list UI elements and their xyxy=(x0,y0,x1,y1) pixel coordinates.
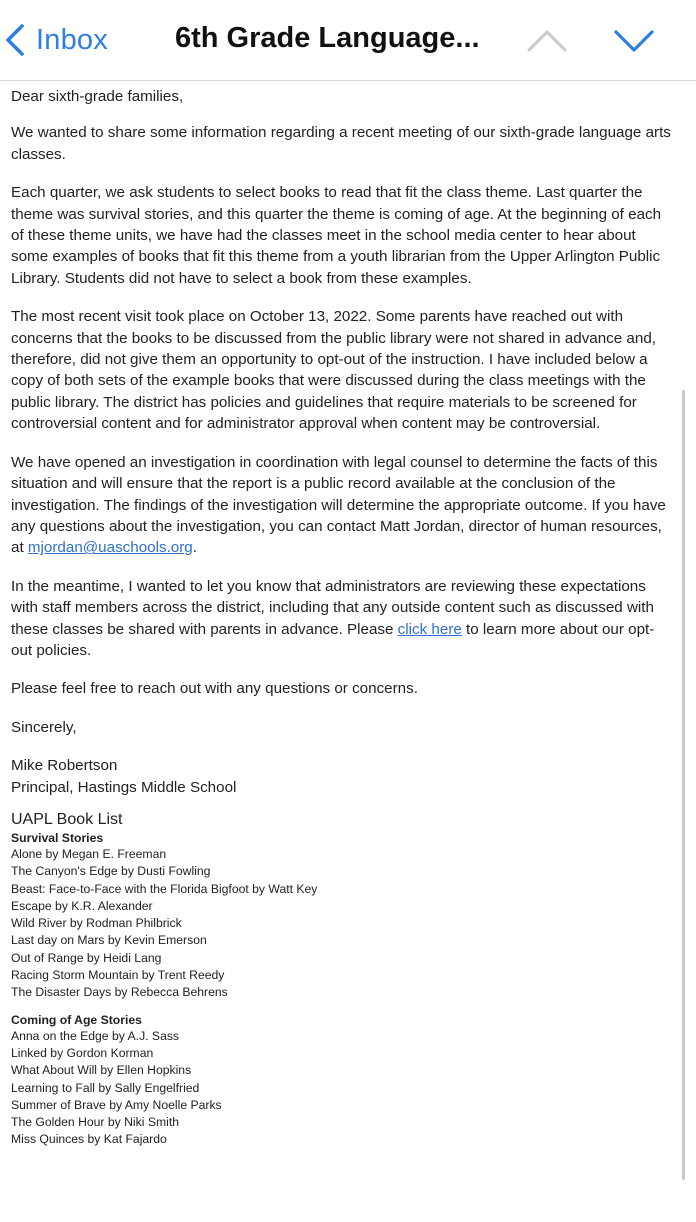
signature-title: Principal, Hastings Middle School xyxy=(11,778,237,796)
list-item: Wild River by Rodman Philbrick xyxy=(11,916,182,931)
paragraph-meantime xyxy=(11,576,671,662)
paragraph-closing: Please feel free to reach out with any questions or concerns. xyxy=(11,680,418,698)
list-item: The Canyon's Edge by Dusti Fowling xyxy=(11,864,211,879)
paragraph-visit: The most recent visit took place on October 13, 2022. Some parents have reached out with concerns that the books to be discussed from the public library were not shared in advance and, therefore, did not give them an opportunity to opt-out of the instruction. I have included below a copy of both sets of the example books that were discussed during the class meetings with the public library. The district has policies and guidelines that require materials to be screened for controversial content and for administrator approval when content may be controversial. xyxy=(11,308,656,433)
chevron-up-icon[interactable] xyxy=(525,26,569,56)
message-subject-title: 6th Grade Language... xyxy=(175,22,480,54)
meantime-end: to learn more about our opt-out policies. xyxy=(11,620,655,659)
list-item: Last day on Mars by Kevin Emerson xyxy=(11,933,207,948)
section-heading-coming-of-age: Coming of Age Stories xyxy=(11,1012,142,1027)
list-item: Linked by Gordon Korman xyxy=(11,1045,154,1060)
chevron-left-icon xyxy=(0,18,34,62)
opt-out-policies-link[interactable]: click here xyxy=(397,620,462,638)
list-item: Alone by Megan E. Freeman xyxy=(11,846,167,861)
navigation-bar xyxy=(0,0,696,81)
scrollbar[interactable] xyxy=(682,390,685,1180)
greeting: Dear sixth-grade families, xyxy=(11,88,184,105)
email-body xyxy=(11,86,671,1149)
list-item: Summer of Brave by Amy Noelle Parks xyxy=(11,1097,222,1112)
paragraph-themes: Each quarter, we ask students to select books to read that fit the class theme. Last quarter the theme was survival stories, and this quarter the theme is coming of age. At the beginning of each of these theme units, we have had the classes meet in the school media center to hear about some examples of books that fit this theme from a youth librarian from the Upper Arlington Public Library. Students did not have to select a book from these examples. xyxy=(11,184,662,287)
section-heading-survival: Survival Stories xyxy=(11,830,104,845)
paragraph-intro: We wanted to share some information regarding a recent meeting of our sixth-grade language arts classes. xyxy=(11,124,671,163)
back-label: Inbox xyxy=(36,23,108,56)
signature-name: Mike Robertson xyxy=(11,757,118,775)
list-item: Anna on the Edge by A.J. Sass xyxy=(11,1028,180,1043)
paragraph-investigation xyxy=(11,452,671,559)
list-item: What About Will by Ellen Hopkins xyxy=(11,1063,192,1078)
list-item: Learning to Fall by Sally Engelfried xyxy=(11,1080,200,1095)
survival-list xyxy=(11,846,671,1002)
list-item: Beast: Face-to-Face with the Florida Bigfoot by Watt Key xyxy=(11,881,318,896)
list-item: The Golden Hour by Niki Smith xyxy=(11,1115,179,1130)
list-item: Miss Quinces by Kat Fajardo xyxy=(11,1132,167,1147)
list-item: Racing Storm Mountain by Trent Reedy xyxy=(11,968,225,983)
book-list-title: UAPL Book List xyxy=(11,810,123,828)
signoff: Sincerely, xyxy=(11,718,77,736)
investigation-text: We have opened an investigation in coordination with legal counsel to determine the facts of this situation and will ensure that the report is a public record available at the conclusion of the investigation. The findings of the investigation will determine the appropriate outcome. If you have any questions about the investigation, you can contact Matt Jordan, director of human resources, at xyxy=(11,453,666,557)
chevron-down-icon[interactable] xyxy=(612,26,656,56)
meantime-text: In the meantime, I wanted to let you know that administrators are reviewing these expectations with staff members across the district, including that any outside content such as discussed with these classes be shared with parents in advance. Please xyxy=(11,577,654,638)
list-item: Out of Range by Heidi Lang xyxy=(11,950,162,965)
investigation-end: . xyxy=(192,539,197,557)
list-item: The Disaster Days by Rebecca Behrens xyxy=(11,985,228,1000)
book-list xyxy=(11,810,671,1149)
list-item: Escape by K.R. Alexander xyxy=(11,898,153,913)
coming-of-age-list xyxy=(11,1028,671,1149)
back-to-inbox-button[interactable] xyxy=(0,18,108,62)
hr-email-link[interactable]: mjordan@uaschools.org xyxy=(27,539,193,557)
